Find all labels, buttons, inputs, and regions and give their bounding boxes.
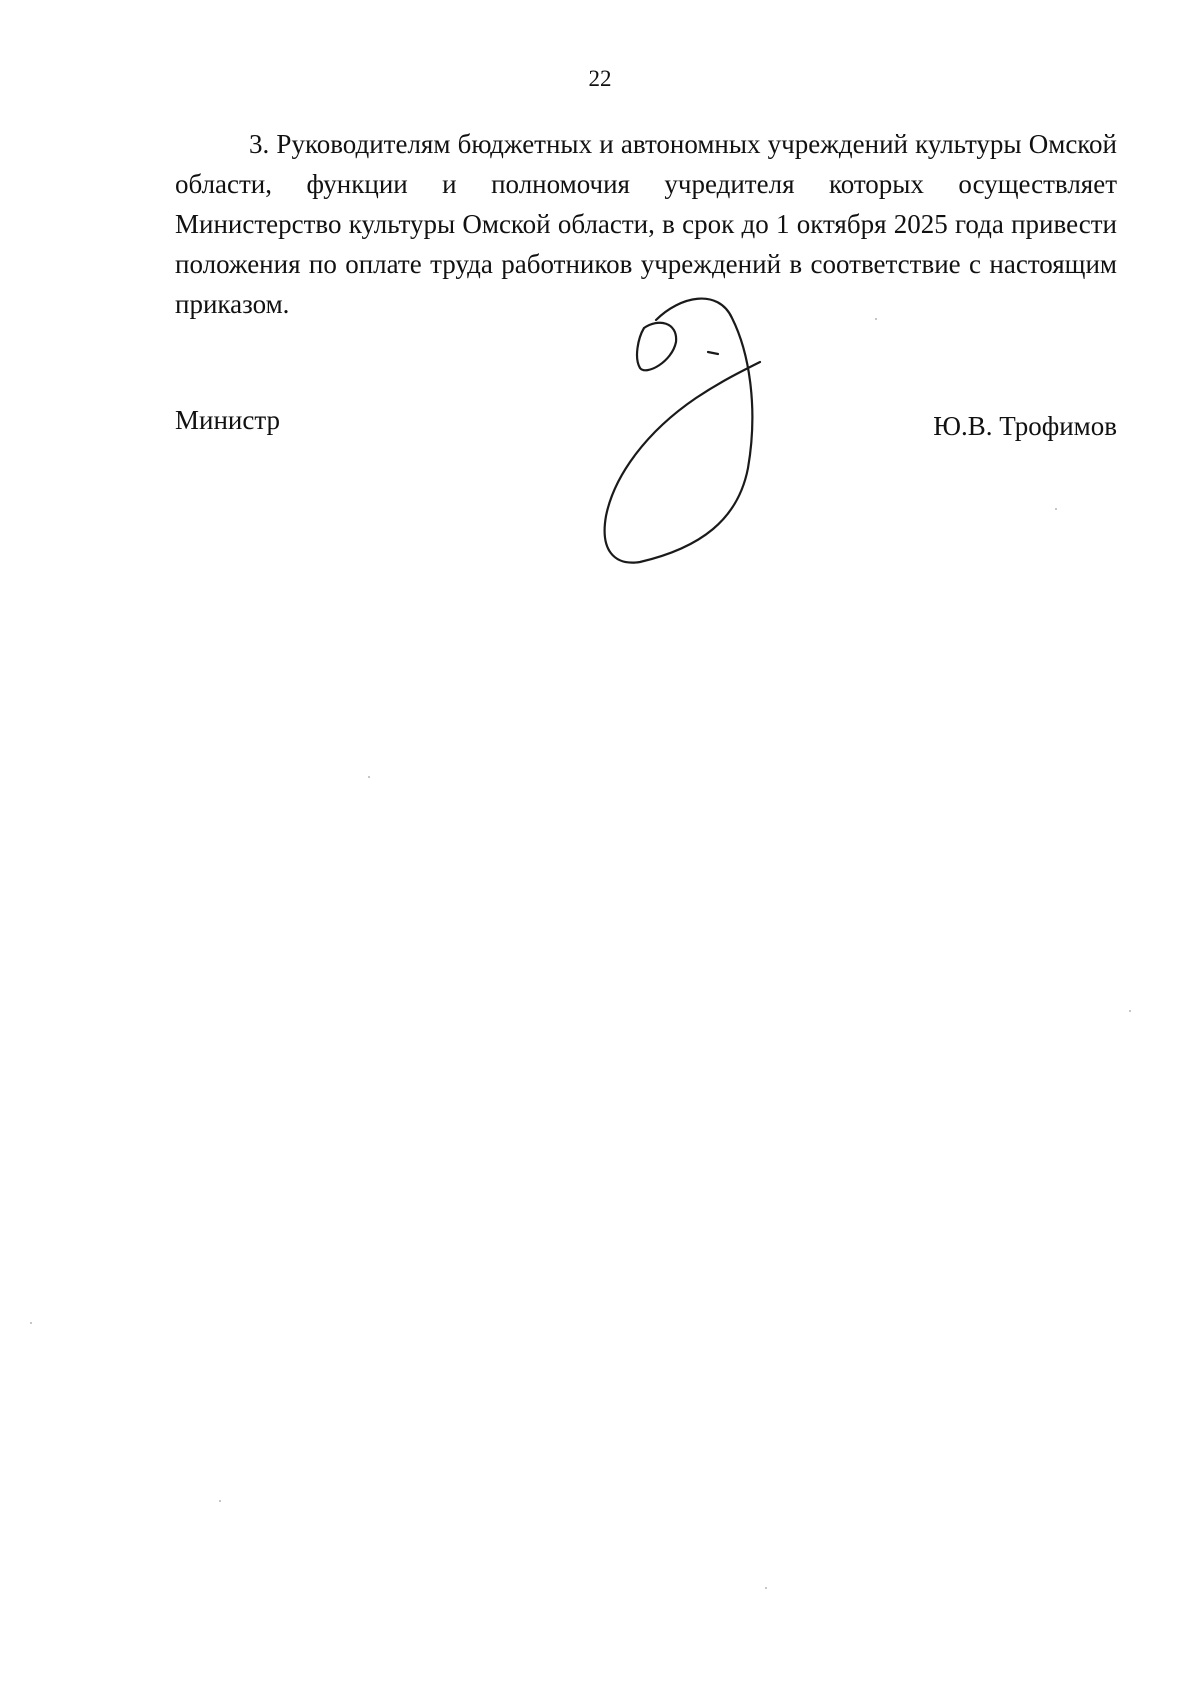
scan-speck (765, 1587, 767, 1589)
scan-speck (30, 1322, 32, 1324)
scan-speck (1055, 508, 1057, 510)
paragraph-3: 3. Руководителям бюджетных и автономных учреждений культуры Омской области, функции и полномочия учредителя которых осуществляет Министерство культуры Омской области, в срок до 1 октября 2025 года привести положения по оплате труда работников учреждений в соответствие с настоящим приказом. (175, 129, 1117, 319)
scan-speck (368, 776, 370, 778)
scan-speck (1129, 1010, 1131, 1012)
page-number: 22 (588, 66, 612, 91)
signatory-name: Ю.В. Трофимов (933, 411, 1117, 441)
scan-speck (875, 318, 877, 320)
signatory-position: Министр (175, 405, 280, 435)
scan-speck (219, 1500, 221, 1502)
handwritten-signature-icon (600, 290, 850, 620)
